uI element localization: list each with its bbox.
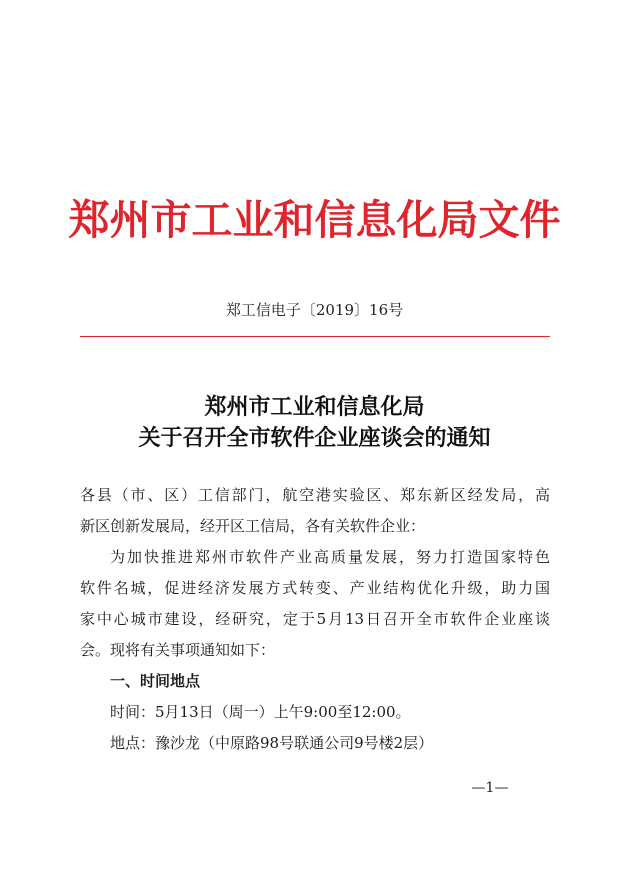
paragraph-line: 软件名城，促进经济发展方式转变、产业结构优化升级，助力国 (80, 579, 550, 597)
notice-body (80, 480, 550, 759)
addressee-line: 新区创新发展局，经开区工信局，各有关软件企业： (80, 517, 426, 535)
location-line: 地点：豫沙龙（中原路98号联通公司9号楼2层） (110, 734, 434, 752)
red-divider-line (80, 336, 550, 337)
paragraph-line: 为加快推进郑州市软件产业高质量发展，努力打造国家特色 (110, 548, 550, 566)
paragraph-line: 会。现将有关事项通知如下： (80, 641, 276, 659)
document-number: 郑工信电子〔2019〕16号 (225, 301, 404, 319)
paragraph-line: 家中心城市建设，经研究，定于5月13日召开全市软件企业座谈 (80, 610, 550, 628)
page-number: —1— (471, 780, 509, 796)
agency-header-title: 郑州市工业和信息化局文件 (68, 196, 561, 244)
addressee-line: 各县（市、区）工信部门，航空港实验区、郑东新区经发局，高 (80, 486, 550, 504)
notice-title-line2: 关于召开全市软件企业座谈会的通知 (138, 425, 491, 451)
section-heading: 一、时间地点 (110, 672, 201, 690)
notice-title-line1: 郑州市工业和信息化局 (204, 394, 425, 420)
time-line: 时间：5月13日（周一）上午9:00至12:00。 (110, 703, 411, 721)
